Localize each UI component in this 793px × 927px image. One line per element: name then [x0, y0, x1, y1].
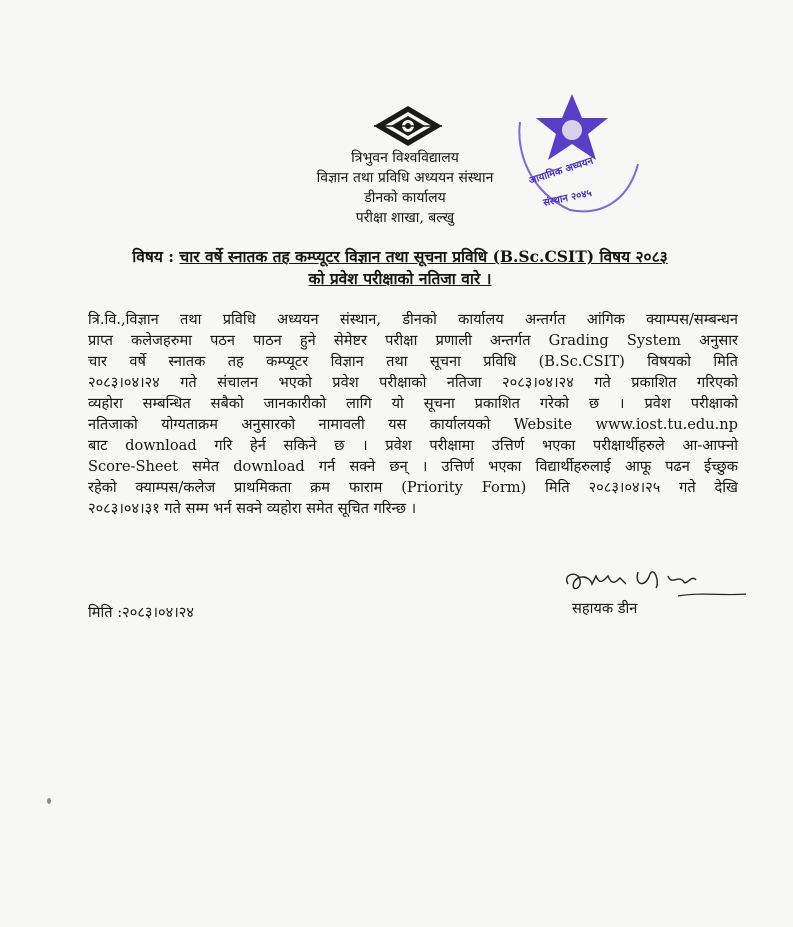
notice-date: मिति :२०८३।०४।२४	[88, 604, 194, 621]
body-line: रहेको क्याम्पस/कलेज प्राथमिकता क्रम फाराम (Priority Form) मिति २०८३।०४।२५ गते देखि	[88, 479, 738, 496]
official-stamp	[510, 92, 650, 222]
office-header	[290, 148, 520, 228]
subject-line-1: चार वर्षे स्नातक तह कम्प्यूटर विज्ञान तथा सूचना प्रविधि (B.Sc.CSIT) विषय २०८३	[179, 247, 668, 266]
body-line: व्यहोरा सम्बन्धित सबैको जानकारीको लागि यो सूचना प्रकाशित गरेको छ । प्रवेश परीक्षाको	[88, 395, 738, 412]
body-line: २०८३।०४।३१ गते सम्म भर्न सक्ने व्यहोरा समेत सूचित गरिन्छ ।	[88, 500, 417, 517]
body-line: २०८३।०४।२४ गते संचालन भएको प्रवेश परीक्षाको नतिजा २०८३।०४।२४ गते प्रकाशित गरिएको	[88, 374, 738, 391]
body-line: नतिजाको योग्यताक्रम अनुसारको नामावली यस कार्यालयको Website www.iost.tu.edu.np	[88, 416, 738, 433]
institute-name: विज्ञान तथा प्रविधि अध्ययन संस्थान	[316, 170, 494, 186]
section-name: परीक्षा शाखा, बल्खु	[355, 210, 455, 226]
body-line: त्रि.वि.,विज्ञान तथा प्रविधि अध्ययन संस्थान, डीनको कार्यालय अन्तर्गत आंगिक क्याम्पस/सम्बन्धन	[88, 311, 738, 328]
notice-body	[88, 309, 738, 519]
subject-prefix: विषय :	[132, 247, 174, 266]
svg-text:आयामिक अध्ययन: आयामिक अध्ययन	[527, 155, 595, 187]
svg-text:संस्थान २०४५: संस्थान २०४५	[542, 187, 593, 209]
body-line: बाट download गरि हेर्न सकिने छ । प्रवेश परीक्षामा उत्तिर्ण भएका परीक्षार्थीहरुले आ-आफ्नो	[88, 437, 738, 454]
subject-line-2: को प्रवेश परीक्षाको नतिजा वारे ।	[308, 269, 492, 288]
body-line: Score-Sheet समेत download गर्न सक्ने छन् । उत्तिर्ण भएका विद्यार्थीहरुलाई आफू पढन ईच्छुक	[88, 458, 738, 475]
notice-subject	[60, 246, 740, 290]
university-name: त्रिभुवन विश्वविद्यालय	[351, 150, 459, 166]
signatory-title: सहायक डीन	[572, 600, 638, 617]
university-emblem-icon	[372, 104, 444, 148]
body-line: प्राप्त कलेजहरुमा पठन पाठन हुने सेमेष्टर परीक्षा प्रणाली अन्तर्गत Grading System अनुसार	[88, 332, 738, 349]
body-line: चार वर्षे स्नातक तह कम्प्यूटर विज्ञान तथा सूचना प्रविधि (B.Sc.CSIT) विषयको मिति	[88, 353, 738, 370]
paper-speck	[47, 798, 51, 804]
office-name: डीनको कार्यालय	[364, 190, 446, 206]
